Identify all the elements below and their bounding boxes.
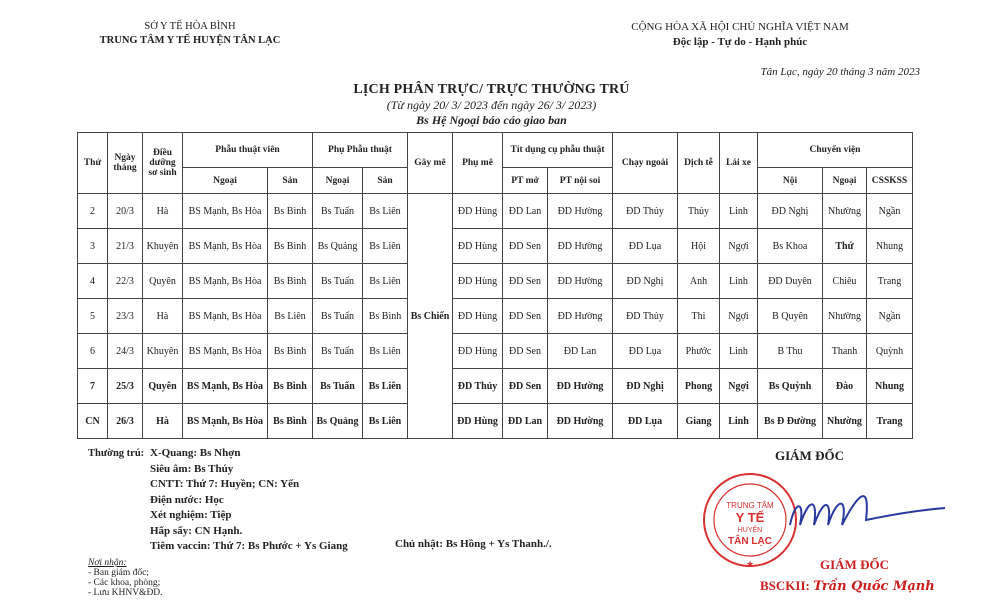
cell-ngoai: BS Mạnh, Bs Hòa — [183, 264, 268, 299]
col-phu-phau-thuat: Phụ Phẫu thuật — [313, 133, 408, 168]
cell-cv-ngoai: Nhường — [823, 299, 867, 334]
cell-noi: B Thu — [758, 334, 823, 369]
cell-chay: ĐD Lụa — [613, 404, 678, 439]
cell-dieu: Hà — [143, 194, 183, 229]
recipient-item: - Ban giám đốc; — [88, 568, 149, 578]
table-row — [78, 264, 913, 299]
cell-csskss: Nhung — [867, 229, 913, 264]
cell-dieu: Quyên — [143, 369, 183, 404]
cell-thu: 7 — [78, 369, 108, 404]
cell-dieu: Hà — [143, 299, 183, 334]
cell-chay: ĐD Nghị — [613, 369, 678, 404]
org-name: TRUNG TÂM Y TẾ HUYỆN TÂN LẠC — [99, 35, 281, 46]
cell-p-san: Bs Bình — [363, 299, 408, 334]
cell-san: Bs Bình — [268, 194, 313, 229]
cell-p-ngoai: Bs Tuấn — [313, 194, 363, 229]
cell-phume: ĐD Hùng — [453, 194, 503, 229]
col-thu: Thứ — [78, 133, 108, 194]
cell-noisoi: ĐD Hường — [548, 404, 613, 439]
cell-noisoi: ĐD Hường — [548, 194, 613, 229]
cell-chay: ĐD Thủy — [613, 194, 678, 229]
cell-csskss: Nhung — [867, 369, 913, 404]
cell-dieu: Khuyên — [143, 334, 183, 369]
cell-ngoai: BS Mạnh, Bs Hòa — [183, 299, 268, 334]
cell-gay-me: Bs Chiến — [408, 194, 453, 439]
cell-laixe: Ngợi — [720, 229, 758, 264]
cell-noisoi: ĐD Lan — [548, 334, 613, 369]
cell-dichte: Thủy — [678, 194, 720, 229]
cell-dieu: Quyên — [143, 264, 183, 299]
col-pt-noi-soi: PT nội soi — [548, 168, 613, 194]
table-row — [78, 404, 913, 439]
cell-phume: ĐD Hùng — [453, 264, 503, 299]
cell-thu: 3 — [78, 229, 108, 264]
cell-chay: ĐD Thủy — [613, 299, 678, 334]
motto: Độc lập - Tự do - Hạnh phúc — [672, 36, 808, 48]
col-pt-mo: PT mở — [503, 168, 548, 194]
cell-ngay: 24/3 — [108, 334, 143, 369]
cell-p-san: Bs Liên — [363, 229, 408, 264]
cell-ngay: 21/3 — [108, 229, 143, 264]
cell-phume: ĐD Hùng — [453, 334, 503, 369]
cell-noi: Bs Đ Đường — [758, 404, 823, 439]
page-title: LỊCH PHÂN TRỰC/ TRỰC THƯỜNG TRÚ — [353, 82, 630, 97]
country-name: CỘNG HÒA XÃ HỘI CHỦ NGHĨA VIỆT NAM — [631, 21, 849, 33]
cell-thu: 4 — [78, 264, 108, 299]
col-cv-noi: Nội — [758, 168, 823, 194]
col-gay-me: Gây mê — [408, 133, 453, 194]
cell-cv-ngoai: Đào — [823, 369, 867, 404]
schedule-table — [77, 132, 913, 439]
cell-noisoi: ĐD Hường — [548, 299, 613, 334]
col-phu-me: Phụ mê — [453, 133, 503, 194]
cell-ngay: 22/3 — [108, 264, 143, 299]
cell-p-ngoai: Bs Quảng — [313, 404, 363, 439]
resident-line: X-Quang: Bs Nhợn — [150, 447, 241, 459]
cell-ngoai: BS Mạnh, Bs Hòa — [183, 334, 268, 369]
cell-chay: ĐD Lụa — [613, 334, 678, 369]
header-left — [60, 20, 320, 48]
cell-noi: Bs Quỳnh — [758, 369, 823, 404]
col-chay-ngoai: Chạy ngoài — [613, 133, 678, 194]
signer-degree: BSCKII: — [760, 578, 810, 593]
cell-ptmo: ĐD Sen — [503, 299, 548, 334]
resident-line: Xét nghiệm: Tiệp — [150, 509, 232, 521]
recipient-item: - Các khoa, phòng; — [88, 578, 161, 588]
svg-text:★: ★ — [745, 559, 755, 569]
col-pptv-san: Sản — [363, 168, 408, 194]
cell-ngay: 23/3 — [108, 299, 143, 334]
cell-csskss: Quỳnh — [867, 334, 913, 369]
cell-csskss: Ngần — [867, 194, 913, 229]
resident-line: Hấp sấy: CN Hạnh. — [150, 524, 243, 537]
cell-thu: 2 — [78, 194, 108, 229]
signer-fullname: Trần Quốc Mạnh — [813, 579, 935, 594]
cell-noi: ĐD Duyên — [758, 264, 823, 299]
cell-dichte: Anh — [678, 264, 720, 299]
cell-noi: Bs Khoa — [758, 229, 823, 264]
cell-dieu: Hà — [143, 404, 183, 439]
col-chuyen-vien: Chuyển viện — [758, 133, 913, 168]
header-right — [600, 20, 880, 50]
cell-ptmo: ĐD Lan — [503, 194, 548, 229]
signer-title: GIÁM ĐỐC — [820, 557, 889, 572]
cell-ngay: 26/3 — [108, 404, 143, 439]
cell-chay: ĐD Lụa — [613, 229, 678, 264]
cell-p-san: Bs Liên — [363, 404, 408, 439]
cell-ptmo: ĐD Sen — [503, 229, 548, 264]
cell-phume: ĐD Hùng — [453, 299, 503, 334]
table-row — [78, 369, 913, 404]
cell-thu: CN — [78, 404, 108, 439]
col-ptv-san: Sản — [268, 168, 313, 194]
svg-text:Y TẾ: Y TẾ — [735, 510, 765, 525]
cell-p-ngoai: Bs Tuấn — [313, 334, 363, 369]
cell-san: Bs Bình — [268, 229, 313, 264]
page-subtitle: (Từ ngày 20/ 3/ 2023 đến ngày 26/ 3/ 2023) — [386, 98, 597, 112]
cell-ptmo: ĐD Lan — [503, 404, 548, 439]
svg-text:TRUNG TÂM: TRUNG TÂM — [726, 501, 774, 510]
cell-p-ngoai: Bs Tuấn — [313, 369, 363, 404]
cell-dichte: Phước — [678, 334, 720, 369]
col-ptv-ngoai: Ngoại — [183, 168, 268, 194]
cell-laixe: Ngợi — [720, 369, 758, 404]
svg-text:HUYỆN: HUYỆN — [737, 527, 763, 534]
resident-line: Tiêm vaccin: Thứ 7: Bs Phước + Ys Giang — [150, 540, 348, 552]
cell-laixe: Linh — [720, 194, 758, 229]
col-phau-thuat-vien: Phẫu thuật viên — [183, 133, 313, 168]
cell-phume: ĐD Thủy — [453, 369, 503, 404]
cell-ngoai: BS Mạnh, Bs Hòa — [183, 404, 268, 439]
col-dich-te: Dịch tễ — [678, 133, 720, 194]
cell-csskss: Trang — [867, 264, 913, 299]
cell-thu: 6 — [78, 334, 108, 369]
cell-dichte: Giang — [678, 404, 720, 439]
handwritten-signature — [770, 480, 950, 540]
date-line: Tân Lạc, ngày 20 tháng 3 năm 2023 — [760, 66, 920, 78]
director-heading: GIÁM ĐỐC — [775, 448, 844, 463]
col-cv-ngoai: Ngoại — [823, 168, 867, 194]
cell-dieu: Khuyên — [143, 229, 183, 264]
cell-cv-ngoai: Nhường — [823, 194, 867, 229]
col-lai-xe: Lái xe — [720, 133, 758, 194]
cell-p-ngoai: Bs Tuấn — [313, 299, 363, 334]
table-row — [78, 229, 913, 264]
cell-san: Bs Liên — [268, 299, 313, 334]
cell-san: Bs Bình — [268, 264, 313, 299]
svg-text:TÂN LẠC: TÂN LẠC — [728, 536, 772, 547]
table-body — [78, 194, 913, 439]
cell-p-san: Bs Liên — [363, 369, 408, 404]
cell-noisoi: ĐD Hường — [548, 264, 613, 299]
cell-dichte: Phong — [678, 369, 720, 404]
cell-thu: 5 — [78, 299, 108, 334]
col-ngay: Ngày tháng — [108, 133, 143, 194]
table-row — [78, 194, 913, 229]
cell-cv-ngoai: Thanh — [823, 334, 867, 369]
resident-section — [88, 446, 348, 555]
cell-laixe: Linh — [720, 334, 758, 369]
cell-cv-ngoai: Chiêu — [823, 264, 867, 299]
col-cv-csskss: CSSKSS — [867, 168, 913, 194]
cell-dichte: Thi — [678, 299, 720, 334]
resident-line: Điện nước: Học — [150, 493, 224, 506]
cell-laixe: Linh — [720, 404, 758, 439]
cell-noi: B Quyên — [758, 299, 823, 334]
table-row — [78, 334, 913, 369]
cell-cv-ngoai: Nhường — [823, 404, 867, 439]
cell-p-san: Bs Liên — [363, 194, 408, 229]
cell-ngoai: BS Mạnh, Bs Hòa — [183, 194, 268, 229]
cell-noi: ĐD Nghị — [758, 194, 823, 229]
cell-phume: ĐD Hùng — [453, 229, 503, 264]
resident-label: Thường trú: — [88, 448, 145, 459]
signer-name — [760, 578, 935, 594]
cell-noisoi: ĐD Hường — [548, 369, 613, 404]
resident-line: CNTT: Thứ 7: Huyền; CN: Yến — [150, 478, 300, 490]
cell-laixe: Linh — [720, 264, 758, 299]
cell-ngay: 25/3 — [108, 369, 143, 404]
cell-ptmo: ĐD Sen — [503, 264, 548, 299]
cell-ngay: 20/3 — [108, 194, 143, 229]
cell-ptmo: ĐD Sen — [503, 334, 548, 369]
cell-san: Bs Bình — [268, 404, 313, 439]
col-tit-dung-cu: Tít dụng cụ phẫu thuật — [503, 133, 613, 168]
cell-phume: ĐD Hùng — [453, 404, 503, 439]
recipient-item: - Lưu KHNV&ĐD. — [88, 588, 163, 598]
col-dieu-duong: Điều dưỡng sơ sinh — [143, 133, 183, 194]
cell-p-san: Bs Liên — [363, 264, 408, 299]
cell-chay: ĐD Nghị — [613, 264, 678, 299]
cell-ngoai: BS Mạnh, Bs Hòa — [183, 229, 268, 264]
cell-p-ngoai: Bs Quảng — [313, 229, 363, 264]
table-row — [78, 299, 913, 334]
cell-csskss: Trang — [867, 404, 913, 439]
cell-csskss: Ngần — [867, 299, 913, 334]
resident-line: Siêu âm: Bs Thúy — [150, 462, 234, 475]
cell-p-san: Bs Liên — [363, 334, 408, 369]
recipients — [88, 558, 163, 598]
cell-ngoai: BS Mạnh, Bs Hòa — [183, 369, 268, 404]
sunday-duty: Chủ nhật: Bs Hồng + Ys Thanh./. — [395, 538, 552, 550]
col-pptv-ngoai: Ngoại — [313, 168, 363, 194]
cell-ptmo: ĐD Sen — [503, 369, 548, 404]
cell-san: Bs Bình — [268, 334, 313, 369]
cell-dichte: Hội — [678, 229, 720, 264]
cell-p-ngoai: Bs Tuấn — [313, 264, 363, 299]
dept-name: SỞ Y TẾ HÒA BÌNH — [144, 21, 236, 32]
cell-laixe: Ngợi — [720, 299, 758, 334]
cell-noisoi: ĐD Hường — [548, 229, 613, 264]
page-note: Bs Hệ Ngoại báo cáo giao ban — [416, 113, 567, 127]
recipients-label: Nơi nhận: — [88, 558, 127, 568]
cell-san: Bs Bình — [268, 369, 313, 404]
cell-cv-ngoai: Thứ — [823, 229, 867, 264]
